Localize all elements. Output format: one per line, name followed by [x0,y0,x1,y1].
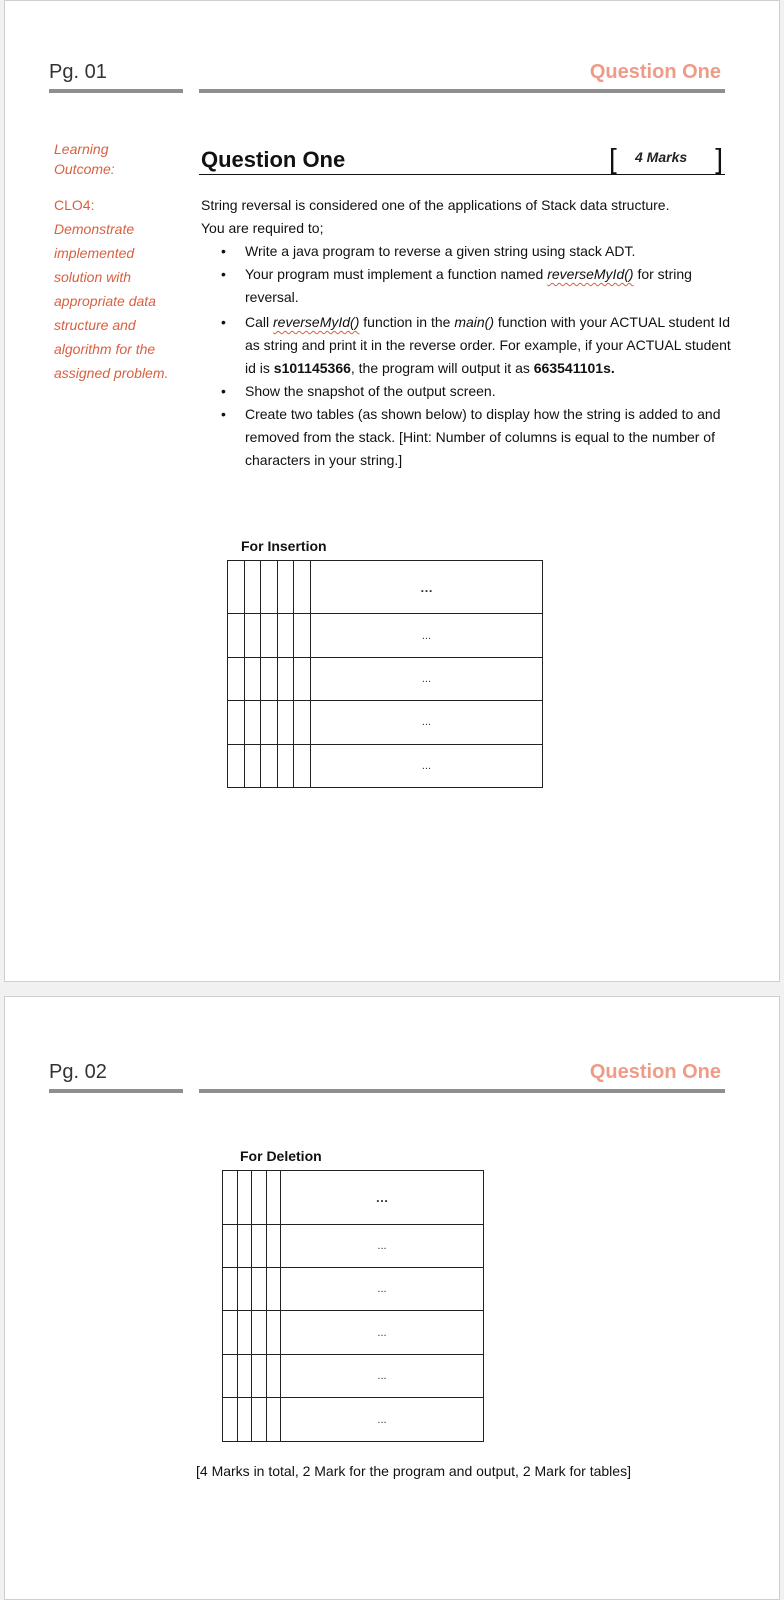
clo-text: Demonstrate implemented solution with appropriate data structure and algorithm for the assigned problem. [54,221,169,381]
ellipsis-cell: ... [281,1311,484,1354]
bracket-right: ] [715,143,723,174]
learning-outcome-sidebar [54,139,184,385]
header-rule-left [49,1089,183,1093]
question-title: Question One [201,147,346,172]
table-cell [277,744,294,787]
clo-label: CLO4: [54,197,95,213]
marks-label: 4 Marks [635,149,688,165]
table-cell [261,561,278,614]
table-row [228,561,543,614]
table-cell [237,1171,252,1225]
table-cell [237,1268,252,1311]
table-cell [223,1171,238,1225]
function-name: reverseMyId() [547,266,634,282]
ellipsis-cell: … [281,1171,484,1225]
header-rule-right [199,89,725,93]
table-cell [294,701,311,744]
list-item: • Show the snapshot of the output screen. [245,380,731,403]
ellipsis-cell: ... [310,701,542,744]
table-row [223,1268,484,1311]
table-cell [237,1354,252,1397]
ellipsis-cell: … [310,561,542,614]
table-cell [228,701,245,744]
table-cell [252,1268,267,1311]
table-row [228,614,543,657]
marks-box [609,141,725,175]
table-cell [261,744,278,787]
table-cell [223,1398,238,1442]
example-output: 663541101s. [533,360,615,376]
table-cell [277,614,294,657]
table-cell [261,614,278,657]
header-rule-left [49,89,183,93]
header-title: Question One [589,61,721,83]
intro-line-2: You are required to; [201,220,324,236]
table-cell [266,1268,281,1311]
marks-footer-note: [4 Marks in total, 2 Mark for the program and output, 2 Mark for tables] [196,1463,631,1479]
header-rule-right [199,1089,725,1093]
ellipsis-cell: ... [281,1398,484,1442]
table-row [228,657,543,700]
table-cell [294,744,311,787]
deletion-table-label: For Deletion [240,1148,322,1164]
table-row [223,1224,484,1267]
list-item: • Write a java program to reverse a given string using stack ADT. [245,240,731,263]
table-cell [237,1224,252,1267]
insertion-table [227,560,543,788]
table-cell [294,614,311,657]
header-title: Question One [589,1061,721,1083]
learning-outcome-label: Learning Outcome: [54,141,115,177]
page-number: Pg. 01 [49,61,107,83]
table-cell [244,744,261,787]
table-cell [266,1224,281,1267]
table-cell [223,1268,238,1311]
table-cell [237,1398,252,1442]
table-cell [244,614,261,657]
table-cell [252,1171,267,1225]
table-cell [252,1224,267,1267]
insertion-table-label: For Insertion [241,538,327,554]
bracket-left: [ [609,143,617,174]
list-item: • Your program must implement a function named reverseMyId() for string reversal. [245,263,731,309]
intro-line-1: String reversal is considered one of the applications of Stack data structure. [201,197,670,213]
table-cell [294,561,311,614]
table-row [223,1171,484,1225]
table-cell [277,657,294,700]
main-function-name: main() [454,314,494,330]
table-cell [252,1311,267,1354]
table-cell [244,657,261,700]
ellipsis-cell: ... [310,744,542,787]
ellipsis-cell: ... [310,614,542,657]
example-student-id: s101145366 [273,360,351,376]
table-cell [266,1171,281,1225]
requirements-list [201,240,731,472]
table-cell [252,1354,267,1397]
table-cell [261,657,278,700]
table-row [223,1311,484,1354]
table-row [223,1398,484,1442]
table-cell [223,1224,238,1267]
page-1 [4,0,780,982]
table-cell [261,701,278,744]
question-body [201,194,731,472]
table-cell [228,744,245,787]
table-cell [237,1311,252,1354]
table-cell [266,1354,281,1397]
ellipsis-cell: ... [310,657,542,700]
table-cell [277,561,294,614]
function-name: reverseMyId() [273,314,360,330]
ellipsis-cell: ... [281,1354,484,1397]
deletion-table [222,1170,484,1442]
table-cell [266,1398,281,1442]
table-row [228,701,543,744]
ellipsis-cell: ... [281,1268,484,1311]
table-row [228,744,543,787]
list-item: • Create two tables (as shown below) to display how the string is added to and removed from the stack. [Hint: Number of columns is equal to the number of characters in your string.] [245,403,731,472]
table-cell [294,657,311,700]
table-cell [252,1398,267,1442]
ellipsis-cell: ... [281,1224,484,1267]
table-cell [223,1311,238,1354]
table-cell [277,701,294,744]
table-cell [228,614,245,657]
table-cell [266,1311,281,1354]
table-cell [228,657,245,700]
table-cell [244,701,261,744]
list-item: • Call reverseMyId() function in the main() function with your ACTUAL student Id as string and print it in the reverse order. For example, if your ACTUAL student id is s101145366, the program will output it as 663541101s. [245,311,731,380]
table-cell [244,561,261,614]
table-cell [223,1354,238,1397]
table-row [223,1354,484,1397]
page-number: Pg. 02 [49,1061,107,1083]
table-cell [228,561,245,614]
